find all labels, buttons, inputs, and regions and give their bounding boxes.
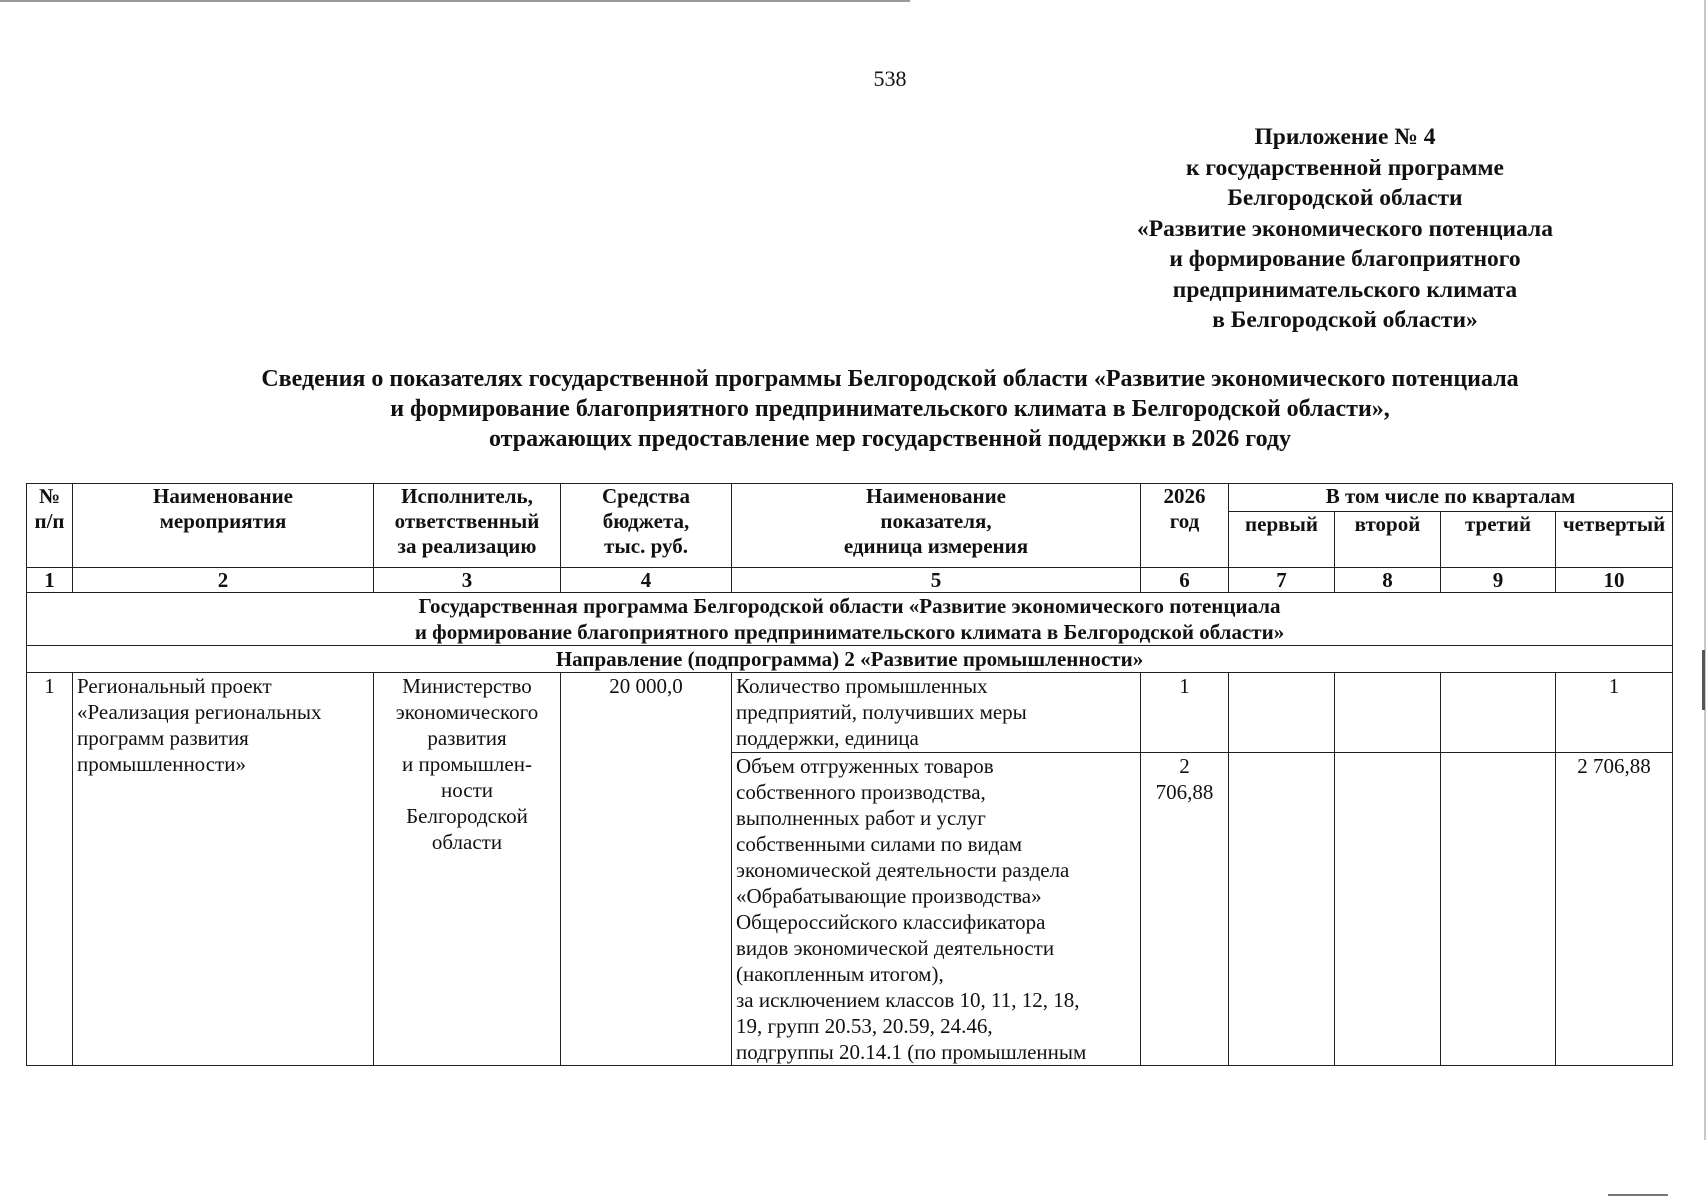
indicator-q3 [1441, 753, 1556, 1066]
indicator-q2 [1335, 753, 1441, 1066]
appendix-line: к государственной программе [1186, 154, 1504, 181]
column-number: 10 [1556, 568, 1673, 593]
indicator-name: Объем отгруженных товаров собственного производства, выполненных работ и услуг собственными силами по видам экономической деятельности раздела «Обрабатывающие производства» Общероссийского классификатора видов экономической деятельности (накопленным итогом), за исключением классов 10, 11, 12, 18, 19, групп 20.53, 20.59, 24.46, подгруппы 20.14.1 (по промышленным [732, 753, 1141, 1066]
document-title [150, 364, 1630, 454]
column-number: 1 [27, 568, 73, 593]
row-number: 1 [27, 673, 73, 1066]
subprogram-section-row [27, 646, 1673, 673]
appendix-line: предпринимательского климата [1172, 276, 1518, 303]
header-budget: Средства бюджета, тыс. руб. [561, 484, 732, 568]
program-section-title: Государственная программа Белгородской области «Развитие экономического потенциала и формирование благоприятного предпринимательского климата в Белгородской области» [27, 593, 1673, 646]
header-q4: четвертый [1556, 512, 1673, 568]
header-indicator: Наименование показателя, единица измерения [732, 484, 1141, 568]
header-year: 2026 год [1141, 484, 1229, 568]
column-numbers-row [27, 568, 1673, 593]
title-line: и формирование благоприятного предпринимательского климата в Белгородской области», [390, 396, 1390, 422]
indicator-q4: 1 [1556, 673, 1673, 753]
header-executor: Исполнитель, ответственный за реализацию [374, 484, 561, 568]
column-number: 2 [73, 568, 374, 593]
indicators-table [26, 483, 1673, 1066]
column-number: 8 [1335, 568, 1441, 593]
scan-edge-right [1704, 0, 1706, 1140]
column-number: 7 [1229, 568, 1335, 593]
column-number: 3 [374, 568, 561, 593]
indicator-q2 [1335, 673, 1441, 753]
program-section-row [27, 593, 1673, 646]
header-q1: первый [1229, 512, 1335, 568]
indicator-q1 [1229, 753, 1335, 1066]
header-num: № п/п [27, 484, 73, 568]
header-event: Наименование мероприятия [73, 484, 374, 568]
header-q3: третий [1441, 512, 1556, 568]
indicator-year-value: 2 706,88 [1141, 753, 1229, 1066]
appendix-line: «Развитие экономического потенциала [1136, 215, 1553, 242]
title-line: отражающих предоставление мер государственной поддержки в 2026 году [488, 426, 1292, 452]
appendix-line: и формирование благоприятного [1169, 246, 1521, 272]
scan-corner-mark [1608, 1194, 1668, 1196]
column-number: 5 [732, 568, 1141, 593]
header-quarters-group: В том числе по кварталам [1229, 484, 1673, 512]
column-number: 9 [1441, 568, 1556, 593]
appendix-line: в Белгородской области» [1212, 307, 1478, 333]
column-number: 6 [1141, 568, 1229, 593]
appendix-line: Приложение № 4 [1254, 124, 1436, 150]
subprogram-section-title: Направление (подпрограмма) 2 «Развитие промышленности» [27, 646, 1673, 673]
scan-edge-top [0, 0, 910, 2]
indicator-q3 [1441, 673, 1556, 753]
indicator-q1 [1229, 673, 1335, 753]
page-number: 538 [873, 66, 907, 91]
title-line: Сведения о показателях государственной программы Белгородской области «Развитие экономического потенциала [261, 366, 1519, 392]
row-event: Региональный проект «Реализация региональных программ развития промышленности» [73, 673, 374, 1066]
table-row [27, 673, 1673, 753]
appendix-line: Белгородской области [1227, 185, 1463, 211]
scan-edge-mark [1702, 650, 1705, 710]
indicator-name: Количество промышленных предприятий, получивших меры поддержки, единица [732, 673, 1141, 753]
appendix-block [1055, 122, 1635, 336]
column-number: 4 [561, 568, 732, 593]
indicator-q4: 2 706,88 [1556, 753, 1673, 1066]
row-budget: 20 000,0 [561, 673, 732, 1066]
row-executor: Министерство экономического развития и промышлен- ности Белгородской области [374, 673, 561, 1066]
indicator-year-value: 1 [1141, 673, 1229, 753]
header-q2: второй [1335, 512, 1441, 568]
